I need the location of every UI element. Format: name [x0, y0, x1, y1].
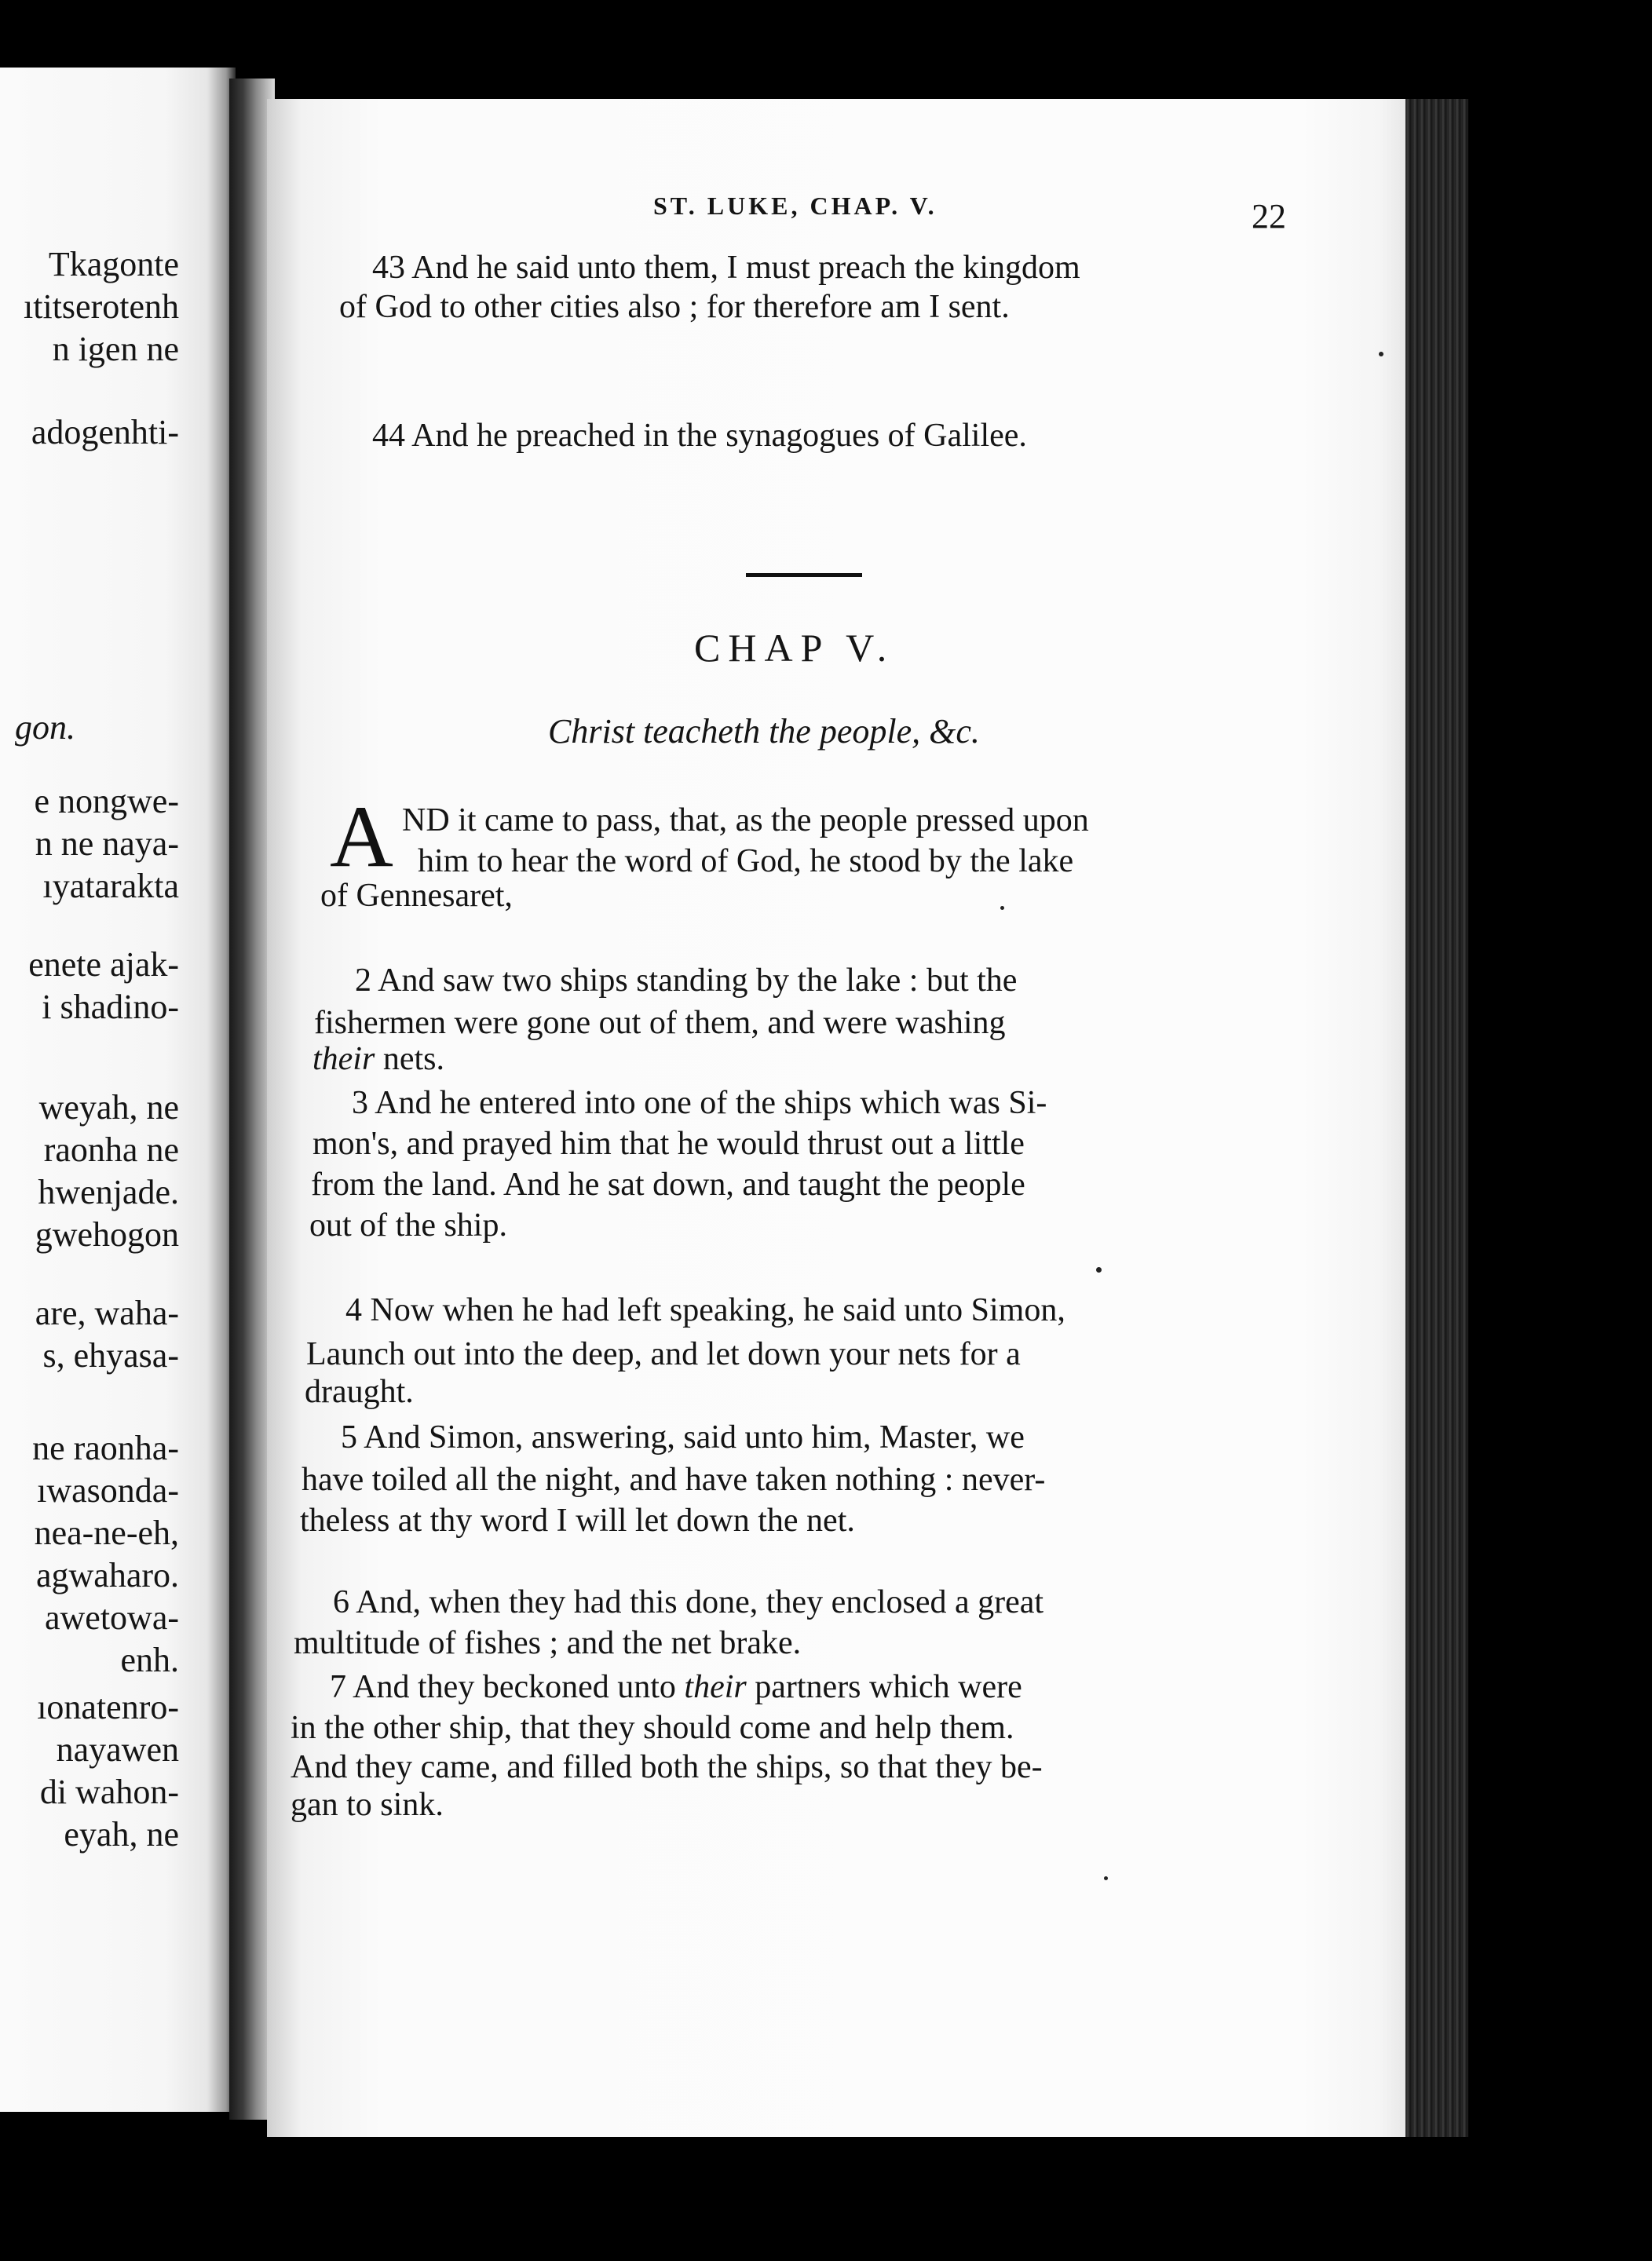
left-page-line: adogenhti-	[31, 413, 179, 451]
verse-line: draught.	[305, 1374, 414, 1410]
page-number: 22	[1252, 197, 1286, 236]
verse-line: ND it came to pass, that, as the people pressed upon	[402, 802, 1089, 838]
left-page-line: ıyatarakta	[42, 867, 179, 905]
verse-text: partners which were	[746, 1669, 1022, 1705]
scan-speck	[1379, 352, 1383, 356]
drop-cap: A	[330, 788, 393, 886]
left-page-line: raonha ne	[43, 1130, 179, 1169]
left-page-line: awetowa-	[44, 1598, 179, 1637]
verse-line: 5 And Simon, answering, said unto him, Master, we	[341, 1419, 1025, 1456]
verse-line: 4 Now when he had left speaking, he said unto Simon,	[345, 1292, 1065, 1328]
left-page-line: Tkagonte	[48, 245, 179, 283]
left-page-line: n ne naya-	[35, 824, 179, 863]
verse-line: out of the ship.	[309, 1207, 507, 1244]
verse-line: gan to sink.	[291, 1787, 444, 1823]
left-page-line: di wahon-	[39, 1773, 179, 1811]
left-page-line: enh.	[120, 1641, 179, 1679]
left-page-line: gon.	[15, 708, 75, 747]
verse-line: 3 And he entered into one of the ships which was Si-	[352, 1085, 1047, 1121]
verse-line	[330, 1667, 1022, 1707]
left-page-line: nayawen	[56, 1730, 179, 1769]
scan-speck	[1104, 1876, 1108, 1880]
verse-line: him to hear the word of God, he stood by the lake	[418, 843, 1074, 879]
running-head: ST. LUKE, CHAP. V.	[653, 192, 937, 220]
left-page-line: ıwasonda-	[37, 1471, 179, 1510]
left-page-line: enete ajak-	[28, 945, 179, 984]
verse-line: have toiled all the night, and have taken nothing : never-	[302, 1462, 1046, 1498]
verse-line: from the land. And he sat down, and taught the people	[311, 1167, 1025, 1203]
verse-line: 44 And he preached in the synagogues of Galilee.	[372, 418, 1027, 454]
left-page-line: s, ehyasa-	[42, 1336, 179, 1375]
chapter-title: CHAP V.	[694, 626, 895, 670]
left-page-line: agwaharo.	[35, 1556, 179, 1594]
scan-speck	[1000, 906, 1004, 910]
verse-text: 7 And they beckoned unto	[330, 1669, 685, 1705]
left-page-line: n igen ne	[52, 330, 179, 368]
verse-line: of God to other cities also ; for therefore am I sent.	[339, 289, 1010, 325]
verse-line: mon's, and prayed him that he would thrust out a little	[312, 1126, 1025, 1162]
left-page-line: ıonatenro-	[37, 1688, 179, 1726]
verse-line: And they came, and filled both the ships, so that they be-	[291, 1749, 1043, 1785]
left-page-line: nea-ne-eh,	[34, 1514, 179, 1552]
page-edges	[1405, 99, 1468, 2137]
verse-line: of Gennesaret,	[320, 878, 513, 914]
left-page-line: are, waha-	[35, 1294, 179, 1332]
verse-text: nets.	[375, 1041, 444, 1077]
left-page	[0, 68, 236, 2112]
left-page-line: hwenjade.	[38, 1173, 179, 1211]
verse-line: theless at thy word I will let down the net.	[300, 1503, 855, 1539]
verse-line: in the other ship, that they should come and help them.	[291, 1710, 1014, 1746]
verse-line: fishermen were gone out of them, and were washing	[314, 1005, 1006, 1041]
scan-speck	[1096, 1267, 1102, 1273]
italic-word: their	[312, 1041, 375, 1077]
left-page-line: ıtitserotenh	[24, 287, 179, 326]
left-page-line: ne raonha-	[32, 1429, 179, 1467]
section-rule	[746, 573, 862, 577]
verse-line: multitude of fishes ; and the net brake.	[294, 1625, 802, 1661]
left-page-line: i shadino-	[42, 988, 179, 1026]
left-page-line: gwehogon	[35, 1215, 179, 1254]
verse-line: 6 And, when they had this done, they enclosed a great	[333, 1584, 1044, 1620]
verse-line: 43 And he said unto them, I must preach the kingdom	[372, 250, 1080, 286]
left-page-line: e nongwe-	[34, 782, 179, 820]
verse-line	[312, 1039, 444, 1079]
left-page-line: eyah, ne	[64, 1815, 179, 1854]
verse-line: 2 And saw two ships standing by the lake : but the	[355, 962, 1018, 999]
italic-word: their	[684, 1669, 747, 1705]
chapter-summary: Christ teacheth the people, &c.	[548, 712, 980, 751]
verse-line: Launch out into the deep, and let down your nets for a	[306, 1336, 1021, 1372]
left-page-line: weyah, ne	[38, 1088, 179, 1127]
